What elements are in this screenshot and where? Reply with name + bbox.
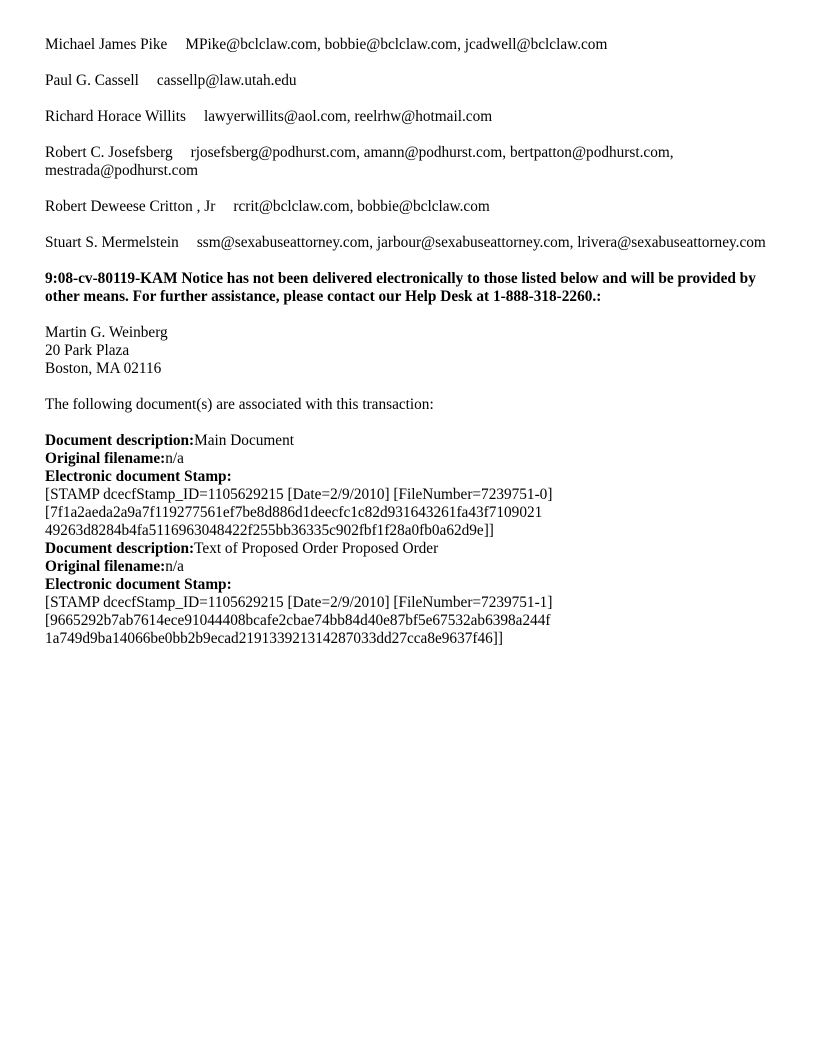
mailing-address	[45, 324, 776, 378]
stamp-line: [9665292b7ab7614ece91044408bcafe2cbae74bb84d40e87bf5e67532ab6398a244f	[45, 612, 551, 629]
recipient-entry	[45, 72, 776, 90]
recipient-name: Richard Horace Willits	[45, 108, 186, 125]
stamp-line: 49263d8284b4fa5116963048422f255bb36335c902fbf1f28a0fb0a62d9e]]	[45, 522, 494, 539]
stamp-line: [7f1a2aeda2a9a7f119277561ef7be8d886d1deecfc1c82d931643261fa43f7109021	[45, 504, 543, 521]
recipient-name: Michael James Pike	[45, 36, 168, 53]
document-description-value: Text of Proposed Order Proposed Order	[194, 540, 439, 557]
document-entry	[45, 540, 776, 648]
recipient-emails: lawyerwillits@aol.com, reelrhw@hotmail.com	[203, 108, 493, 125]
recipient-emails: cassellp@law.utah.edu	[156, 72, 297, 89]
recipient-name: Robert Deweese Critton , Jr	[45, 198, 216, 215]
document-description-label: Document description:	[45, 432, 195, 449]
stamp-line: 1a749d9ba14066be0bb2b9ecad219133921314287033dd27cca8e9637f46]]	[45, 630, 503, 647]
recipient-entry	[45, 108, 776, 126]
address-street: 20 Park Plaza	[45, 342, 130, 359]
original-filename-value: n/a	[165, 558, 184, 575]
document-description-value: Main Document	[194, 432, 294, 449]
original-filename-label: Original filename:	[45, 450, 166, 467]
non-electronic-notice: 9:08-cv-80119-KAM Notice has not been delivered electronically to those listed below and will be provided by other means. For further assistance, please contact our Help Desk at 1-888-318-2260.:	[45, 270, 756, 305]
original-filename-row	[45, 558, 776, 576]
recipient-emails: rcrit@bclclaw.com, bobbie@bclclaw.com	[233, 198, 490, 215]
document-description-label: Document description:	[45, 540, 195, 557]
document-entry	[45, 432, 776, 540]
electronic-stamp-label: Electronic document Stamp:	[45, 576, 232, 593]
original-filename-row	[45, 450, 776, 468]
recipient-entry	[45, 144, 776, 180]
recipient-name: Paul G. Cassell	[45, 72, 139, 89]
original-filename-label: Original filename:	[45, 558, 166, 575]
original-filename-value: n/a	[165, 450, 184, 467]
electronic-recipients-list	[45, 36, 776, 252]
stamp-line: [STAMP dcecfStamp_ID=1105629215 [Date=2/9/2010] [FileNumber=7239751-0]	[45, 486, 553, 503]
stamp-line: [STAMP dcecfStamp_ID=1105629215 [Date=2/9/2010] [FileNumber=7239751-1]	[45, 594, 553, 611]
recipient-emails: rjosefsberg@podhurst.com, amann@podhurst.com, bertpatton@podhurst.com, mestrada@podhurst.com	[45, 144, 674, 179]
electronic-stamp-label: Electronic document Stamp:	[45, 468, 232, 485]
associated-documents-intro: The following document(s) are associated with this transaction:	[45, 396, 434, 413]
recipient-name: Stuart S. Mermelstein	[45, 234, 179, 251]
document-description-row	[45, 540, 776, 558]
recipient-emails: MPike@bclclaw.com, bobbie@bclclaw.com, jcadwell@bclclaw.com	[185, 36, 608, 53]
recipient-name: Robert C. Josefsberg	[45, 144, 173, 161]
recipient-entry	[45, 234, 776, 252]
recipient-entry	[45, 198, 776, 216]
recipient-emails: ssm@sexabuseattorney.com, jarbour@sexabuseattorney.com, lrivera@sexabuseattorney.com	[196, 234, 766, 251]
recipient-entry	[45, 36, 776, 54]
address-city: Boston, MA 02116	[45, 360, 162, 377]
address-name: Martin G. Weinberg	[45, 324, 168, 341]
document-description-row	[45, 432, 776, 450]
